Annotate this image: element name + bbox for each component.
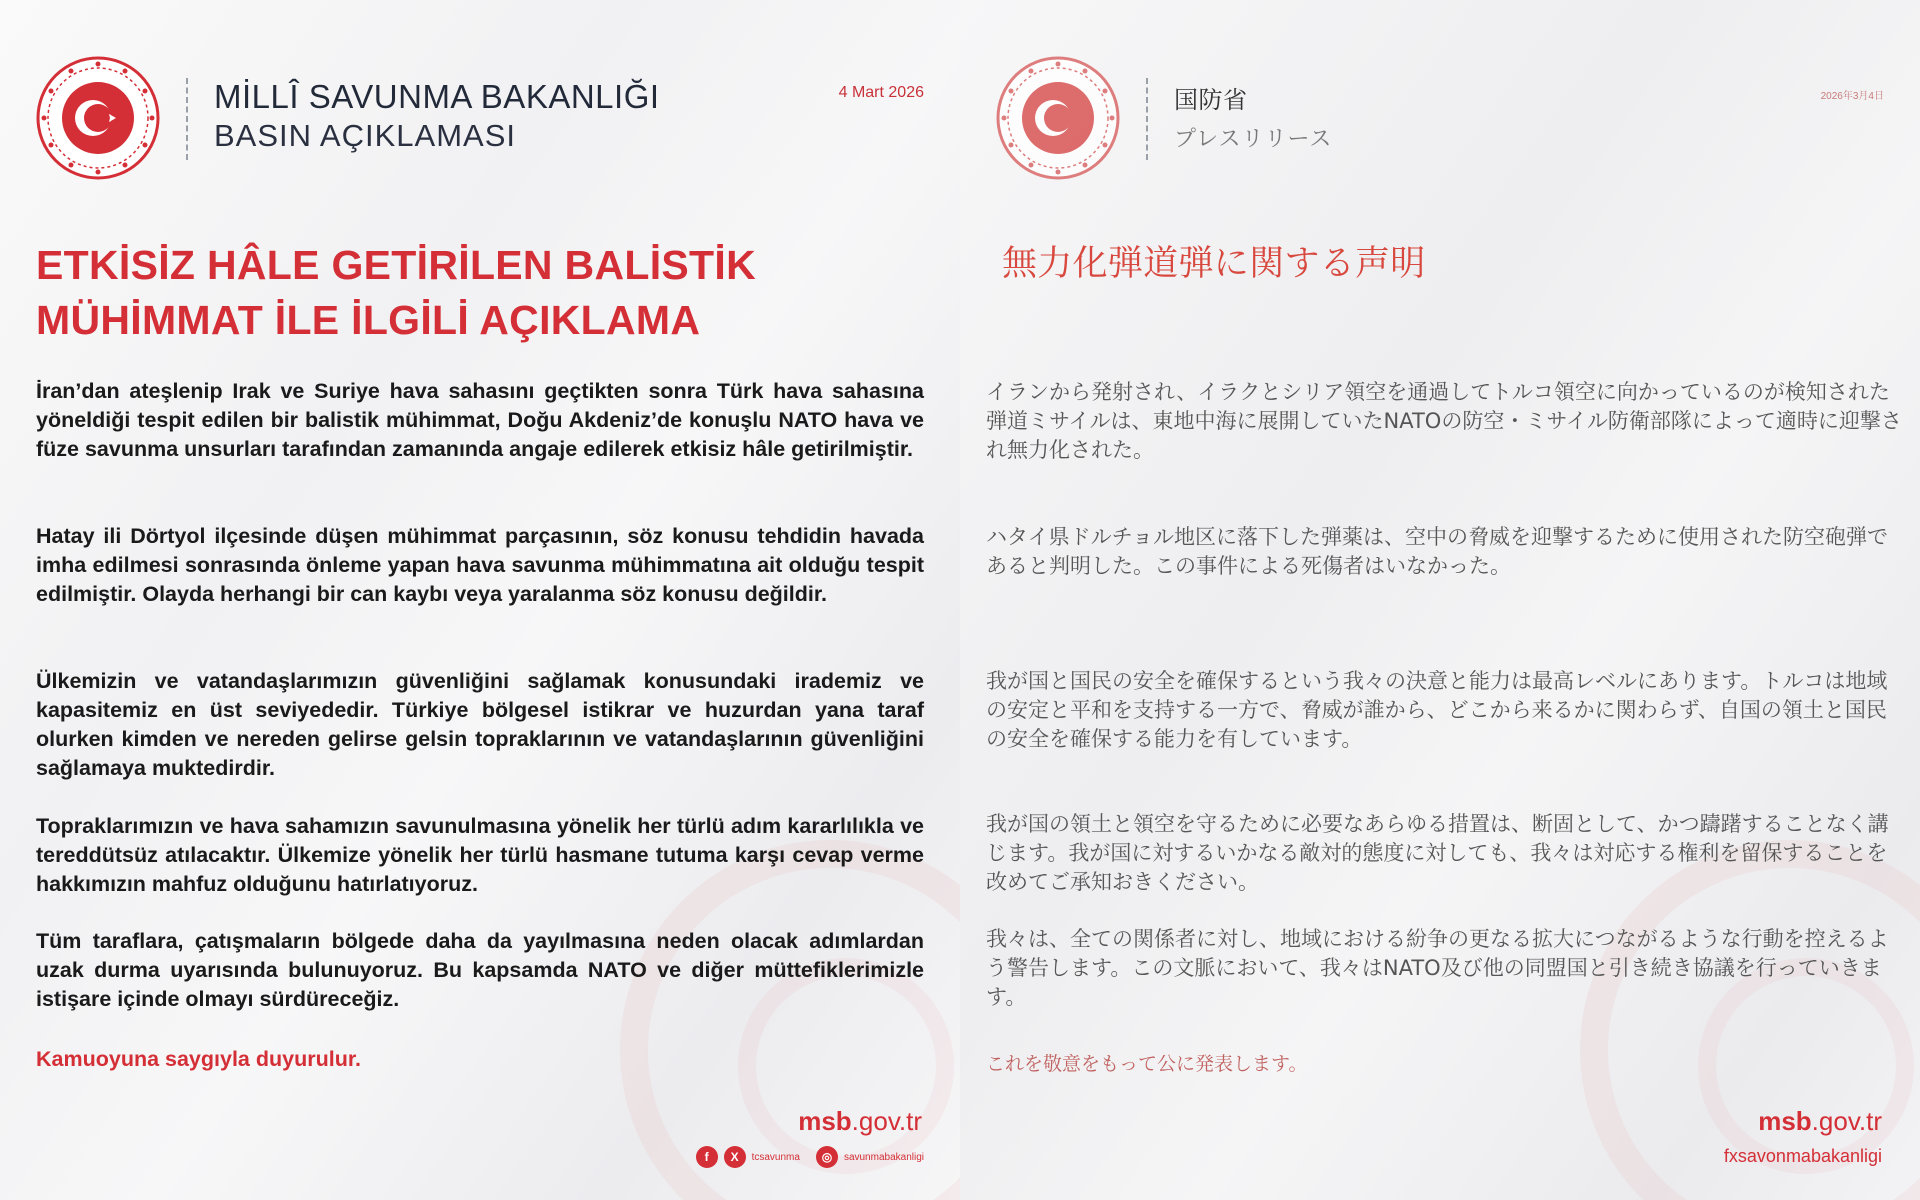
site-bold: msb: [1758, 1106, 1812, 1136]
ministry-name: MİLLÎ SAVUNMA BAKANLIĞI: [214, 78, 660, 115]
statement-title: [36, 238, 896, 348]
website-link[interactable]: [1758, 1106, 1882, 1137]
site-rest: .gov.tr: [851, 1106, 922, 1136]
ministry-name: 国防省: [1174, 87, 1248, 114]
social-links: [696, 1146, 924, 1168]
statement-title: 無力化弾道弾に関する声明: [1002, 244, 1426, 283]
paragraph-4: Topraklarımızın ve hava sahamızın savunulmasına yönelik her türlü adım kararlılıkla ve tereddütsüz atılacaktır. Ülkemize yönelik her türlü hasmane tutuma karşı cevap verme hakkımızın mahfuz olduğunu hatırlatıyoruz.: [36, 814, 924, 896]
paragraph-1: イランから発射され、イラクとシリア領空を通過してトルコ領空に向かっているのが検知された弾道ミサイルは、東地中海に展開していたNATOの防空・ミサイル防衛部隊によって適時に迎撃され無力化された。: [986, 380, 1902, 462]
release-date: 4 Mart 2026: [838, 84, 924, 101]
social-handle-1[interactable]: tcsavunma: [751, 1151, 800, 1163]
paragraph-3: 我が国と国民の安全を確保するという我々の決意と能力は最高レベルにあります。トルコは地域の安定と平和を支持する一方で、脅威が誰から、どこから来るかに関わらず、自国の領土と国民の安全を確保する能力を有しています。: [986, 669, 1888, 751]
release-type: BASIN AÇIKLAMASI: [214, 118, 516, 153]
paragraph-2: ハタイ県ドルチョル地区に落下した弾薬は、空中の脅威を迎撃するために使用された防空砲弾であると判明した。この事件による死傷者はいなかった。: [986, 525, 1888, 578]
social-handle[interactable]: fxsavonmabakanligi: [1723, 1146, 1882, 1166]
title-line-1: ETKİSİZ HÂLE GETİRİLEN BALİSTİK: [36, 242, 756, 288]
x-icon[interactable]: X: [724, 1146, 746, 1168]
title-line-2: MÜHİMMAT İLE İLGİLİ AÇIKLAMA: [36, 297, 701, 343]
paragraph-5: Tüm taraflara, çatışmaların bölgede daha da yayılmasına neden olacak adımlardan uzak durma uyarısında bulunuyoruz. Bu kapsamda NATO ve diğer müttefiklerimizle istişare içinde olmayı sürdüreceğiz.: [36, 929, 924, 1011]
ministry-seal-icon: [996, 56, 1120, 180]
site-rest: .gov.tr: [1811, 1106, 1882, 1136]
paragraph-5: 我々は、全ての関係者に対し、地域における紛争の更なる拡大につながるような行動を控えるよう警告します。この文脈において、我々はNATO及び他の同盟国と引き続き協議を行っていきます。: [986, 927, 1889, 1009]
closing-line: これを敬意をもって公に発表します。: [986, 1053, 1308, 1075]
paragraph-2: Hatay ili Dörtyol ilçesinde düşen mühimmat parçasının, söz konusu tehdidin havada imha edilmesi sonrasında önleme yapan hava savunma mühimmatına ait olduğu tespit edilmiştir. Olayda herhangi bir can kaybı veya yaralanma söz konusu değildir.: [36, 524, 924, 606]
site-bold: msb: [798, 1106, 852, 1136]
closing-line: Kamuoyuna saygıyla duyurulur.: [36, 1047, 361, 1071]
japanese-press-release: [960, 0, 1920, 1200]
ministry-seal-icon: [36, 56, 160, 180]
release-type: プレスリリース: [1174, 126, 1333, 151]
instagram-icon[interactable]: ◎: [816, 1146, 838, 1168]
facebook-icon[interactable]: f: [696, 1146, 718, 1168]
website-link[interactable]: [798, 1106, 922, 1137]
paragraph-4: 我が国の領土と領空を守るために必要なあらゆる措置は、断固として、かつ躊躇することなく講じます。我が国に対するいかなる敵対的態度に対しても、我々は対応する権利を留保することを改めてご承知おきください。: [986, 812, 1889, 894]
paragraph-1: İran’dan ateşlenip Irak ve Suriye hava sahasını geçtikten sonra Türk hava sahasına yöneldiği tespit edilen bir balistik mühimmat, Doğu Akdeniz’de konuşlu NATO hava ve füze savunma unsurları tarafından zamanında angaje edilerek etkisiz hâle getirilmiştir.: [36, 379, 924, 461]
paragraph-3: Ülkemizin ve vatandaşlarımızın güvenliğini sağlamak konusundaki irademiz ve kapasitemiz en üst seviyededir. Türkiye bölgesel istikrar ve huzurdan yana taraf olurken kimden ve nereden gelirse gelsin topraklarının ve vatandaşlarının güvenliğini sağlamaya muktedirdir.: [36, 669, 924, 780]
header-divider: [186, 78, 188, 160]
social-handle-2[interactable]: savunmabakanligi: [843, 1151, 924, 1163]
release-date: 2026年3月4日: [1820, 91, 1884, 102]
header-divider: [1146, 78, 1148, 160]
